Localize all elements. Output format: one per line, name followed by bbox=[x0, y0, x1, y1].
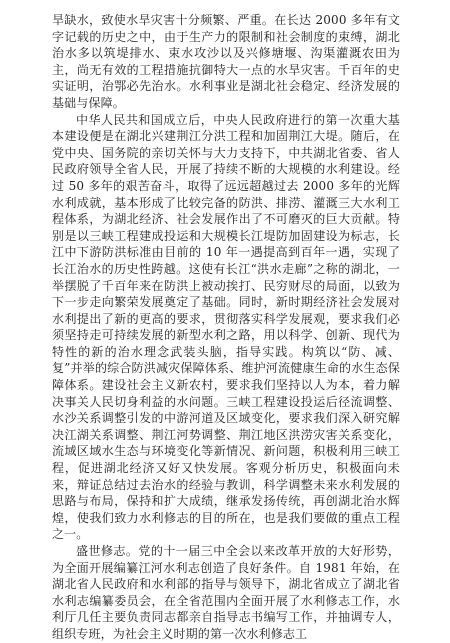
body-text bbox=[52, 12, 400, 643]
paragraph-continuation: 旱缺水，致使水旱灾害十分频繁、严重。在长达 2000 多年有文字记载的历史之中，由于生产力的限制和社会制度的束缚，湖北治水多以筑堤排水、束水攻沙以及兴修塘堰、沟渠灌溉农田为主，尚无有效的工程措施抗御特大一点的水旱灾害。千百年的史实证明，治鄂必先治水。水利事业是湖北社会稳定、经济发展的基础与保障。 bbox=[52, 13, 400, 110]
paragraph-water-conservancy-history: 中华人民共和国成立后，中央人民政府进行的第一次重大基本建设便是在湖北兴建荆江分洪工程和加固荆江大堤。随后，在党中央、国务院的亲切关怀与大力支持下，中共湖北省委、省人民政府领导全省人民，开展了持续不断的大规模的水利建设。经过 50 多年的艰苦奋斗，取得了远远超越过去 2000 多年的光辉水利成就，基本形成了比较完备的防洪、排涝、灌溉三大水利工程体系，为湖北经济、社会发展作出了不可磨灭的巨大贡献。特别是以三峡工程建成投运和大规模长江堤防加固建设为标志，长江中下游防洪标准由目前的 10 年一遇提高到百年一遇，实现了长江治水的历史性跨越。这使有长江“洪水走廊”之称的湖北，一举摆脱了千百年来在防洪上被动挨打、民穷财尽的局面，以致为下一步走向繁荣发展奠定了基础。同时，新时期经济社会发展对水利提出了新的更高的要求，贯彻落实科学发展观，要求我们必须坚持走可持续发展的新型水利之路，用以科学、创新、现代为特性的新的治水理念武装头脑，指导实践。构筑以“防、减、复”并举的综合防洪减灾保障体系、维护河流健康生命的水生态保障体系。建设社会主义新农村，要求我们坚持以人为本，着力解决事关人民切身利益的水问题。三峡工程建设投运后径流调整、水沙关系调整引发的中游河道及区域变化，要求我们深入研究解决江湖关系调整、荆江河势调整、荆江地区洪涝灾害关系变化，流域区域水生态与环境变化等新情况、新问题，积极利用三峡工程，促进湖北经济又好又快发展。客观分析历史，积极面向未来，辩证总结过去治水的经验与教训，科学调整未来水利发展的思路与布局，保持和扩大成绩，继承发扬传统，再创湖北治水辉煌，使我们致力水利修志的目的所在，也是我们要做的重点工程之一。 bbox=[52, 112, 400, 542]
paragraph-chronicle-compilation: 盛世修志。党的十一届三中全会以来改革开放的大好形势，为全面开展编纂江河水利志创造了良好条件。自 1981 年始，在湖北省人民政府和水利部的指导与领导下，湖北省成立了湖北省水利志编纂委员会，在全省范围内全面开展了水利修志工作，水利厅几任主要负责同志都亲自指导志书编写工作，并抽调专人，组织专班，为社会主义时期的第一次水利修志工 bbox=[52, 544, 400, 641]
